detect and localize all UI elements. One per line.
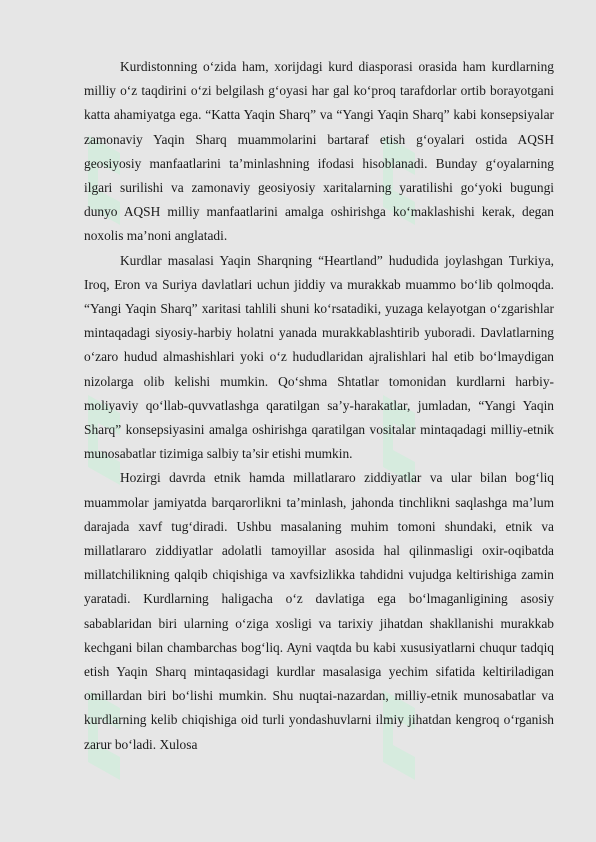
paragraph: Kurdistonning o‘zida ham, xorijdagi kurd diasporasi orasida ham kurdlarning milliy o‘z taqdirini o‘zi belgilash g‘oyasi har gal ko‘proq tarafdorlar ortib borayotgani katta ahamiyatga ega. “Katta Yaqin Sharq” va “Yangi Yaqin Sharq” kabi konsepsiyalar zamonaviy Yaqin Sharq muammolarini bartaraf etish g‘oyalari ostida AQSH geosiyosiy manfaatlarini ta’minlashning ifodasi hisoblanadi. Bunday g‘oyalarning ilgari surilishi va zamonaviy geosiyosiy xaritalarning yaratilishi go‘yoki bugungi dunyo AQSH milliy manfaatlarini amalga oshirishga ko‘maklashishi kerak, degan noxolis ma’noni anglatadi. [84,59,554,244]
body-text [84,55,554,757]
paragraph: Hozirgi davrda etnik hamda millatlararo ziddiyatlar va ular bilan bog‘liq muammolar jamiyatda barqarorlikni ta’minlash, jahonda tinchlikni saqlashga ma’lum darajada xavf tug‘diradi. Ushbu masalaning muhim tomoni shundaki, etnik va millatlararo ziddiyatlar adolatli tamoyillar asosida hal qilinmasligi oxir-oqibatda millatchilikning qalqib chiqishiga va xavfsizlikka tahdidni vujudga keltirishiga zamin yaratadi. Kurdlarning haligacha o‘z davlatiga ega bo‘lmaganligining asosiy sabablaridan biri ularning o‘ziga xosligi va tarixiy jihatdan shakllanishi murakkab kechgani bilan chambarchas bog‘liq. Ayni vaqtda bu kabi xususiyatlarni chuqur tadqiq etish Yaqin Sharq mintaqasidagi kurdlar masalasiga yechim sifatida keltiriladigan omillardan biri bo‘lishi mumkin. Shu nuqtai-nazardan, milliy-etnik munosabatlar va kurdlarning kelib chiqishiga oid turli yondashuvlarni ilmiy jihatdan kengroq o‘rganish zarur bo‘ladi. Xulosa [84,470,554,752]
paragraph: Kurdlar masalasi Yaqin Sharqning “Heartland” hududida joylashgan Turkiya, Iroq, Eron va Suriya davlatlari uchun jiddiy va murakkab muammo bo‘lib qolmoqda. “Yangi Yaqin Sharq” xaritasi tahlili shuni ko‘rsatadiki, yuzaga kelayotgan o‘zgarishlar mintaqadagi siyosiy-harbiy holatni yanada murakkablashtirib yuboradi. Davlatlarning o‘zaro hudud almashishlari yoki o‘z hududlaridan ajralishlari hal etib bo‘lmaydigan nizolarga olib kelishi mumkin. Qo‘shma Shtatlar tomonidan kurdlarni harbiy-moliyaviy qo‘llab-quvvatlashga qaratilgan sa’y-harakatlar, jumladan, “Yangi Yaqin Sharq” konsepsiyasini amalga oshirishga qaratilgan vositalar mintaqadagi milliy-etnik munosabatlar tizimiga salbiy ta’sir etishi mumkin. [84,252,554,462]
